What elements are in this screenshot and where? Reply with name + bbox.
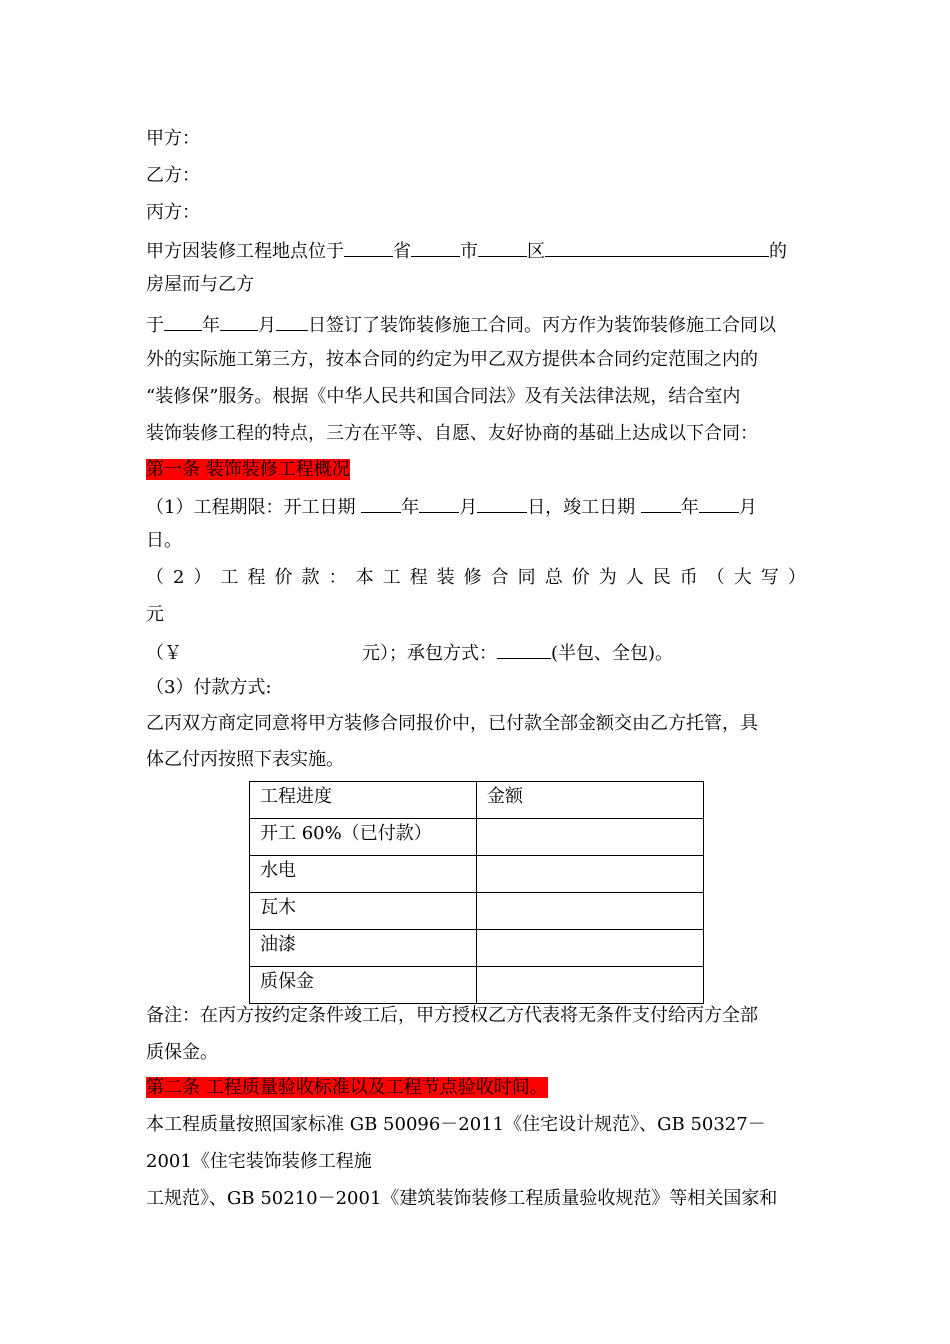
table-row [250,856,704,893]
province-blank [344,237,393,257]
table-header-cell: 金额 [477,782,704,819]
term-line-end: 日。 [146,530,182,551]
remark-line-2: 质保金。 [146,1042,218,1063]
price-line-char: 总 [544,567,563,588]
end-month-blank [699,493,739,513]
term-line: （1）工程期限：开工日期 年 月 日，竣工日期 年 月 [146,493,757,520]
price-line-char: 价 [571,567,590,588]
sign-month-blank [220,311,258,331]
intro-line-6: 装饰装修工程的特点，三方在平等、自愿、友好协商的基础上达成以下合同： [146,423,758,444]
price-line-char: 程 [409,567,428,588]
price-line-char: （ [146,567,164,588]
table-row [250,967,704,1004]
price-line-char: 价 [274,567,293,588]
price-line-char: 2 [173,567,185,588]
price-line-char: 工 [382,567,401,588]
table-row [250,819,704,856]
table-row [250,893,704,930]
address-blank [545,237,769,257]
table-cell-amount [477,967,704,1004]
city-blank [411,237,460,257]
table-header-cell: 工程进度 [250,782,477,819]
party-b-label: 乙方： [146,165,200,186]
price-line-char: 款 [301,567,320,588]
price-line-char: 人 [625,567,644,588]
district-blank [478,237,527,257]
price-line-char: 大 [733,567,752,588]
intro-line-4: 外的实际施工第三方，按本合同的约定为甲乙双方提供本合同约定范围之内的 [146,349,758,370]
article-2-heading: 第二条 工程质量验收标准以及工程节点验收时间。 [146,1077,548,1098]
price-line-char: 工 [220,567,239,588]
table-cell-stage: 质保金 [250,967,477,1004]
price-line-char: 修 [463,567,482,588]
price-line-char: 同 [517,567,536,588]
end-year-blank [641,493,681,513]
price-line-char: ： [328,567,347,588]
sign-day-blank [276,311,308,331]
price-line-char: 合 [490,567,509,588]
price-line-char: 装 [436,567,455,588]
price-line-char: ） [787,567,806,588]
contract-mode-blank [497,639,551,659]
payment-line-2: 体乙付丙按照下表实施。 [146,749,344,770]
price-line-char: 本 [355,567,374,588]
start-day-blank [477,493,527,513]
start-year-blank [361,493,401,513]
price-line-char: 币 [679,567,698,588]
table-cell-stage: 油漆 [250,930,477,967]
table-cell-amount [477,893,704,930]
start-month-blank [419,493,459,513]
intro-line-5: “装修保”服务。根据《中华人民共和国合同法》及有关法律法规，结合室内 [146,386,741,407]
party-a-label: 甲方： [146,128,200,149]
price-line-char: ） [193,567,212,588]
article-2-line-1: 本工程质量按照国家标准 GB 50096－2011《住宅设计规范》、GB 50327－ [146,1114,766,1135]
table-cell-stage: 开工 60%（已付款） [250,819,477,856]
payment-label: （3）付款方式: [146,677,272,698]
article-2-line-2: 2001《住宅装饰装修工程施 [146,1151,372,1172]
party-c-label: 丙方： [146,202,200,223]
table-cell-stage: 瓦木 [250,893,477,930]
price-line-char: 写 [760,567,779,588]
price-line-char: 为 [598,567,617,588]
article-1-heading: 第一条 装饰装修工程概况 [146,459,350,480]
price-line-char: 民 [652,567,671,588]
table-cell-amount [477,819,704,856]
price-line-char: （ [706,567,725,588]
price-amount-line: （￥ 元）；承包方式： (半包、全包)。 [146,639,673,666]
payment-schedule-table [249,781,704,1004]
payment-line-1: 乙丙双方商定同意将甲方装修合同报价中，已付款全部金额交由乙方托管，具 [146,713,758,734]
price-line [146,566,806,590]
price-line-char: 程 [247,567,266,588]
table-cell-amount [477,930,704,967]
remark-line-1: 备注：在丙方按约定条件竣工后，甲方授权乙方代表将无条件支付给丙方全部 [146,1005,758,1026]
table-cell-stage: 水电 [250,856,477,893]
table-cell-amount [477,856,704,893]
sign-year-blank [164,311,202,331]
article-2-line-3: 工规范》、GB 50210－2001《建筑装饰装修工程质量验收规范》等相关国家和 [146,1188,778,1209]
price-yuan: 元 [146,604,164,625]
intro-line-2: 房屋而与乙方 [146,274,254,295]
intro-line-1: 甲方因装修工程地点位于 省 市 区 的 [146,237,787,264]
table-header-row [250,782,704,819]
intro-line-3: 于 年 月 日签订了装饰装修施工合同。丙方作为装饰装修施工合同以 [146,311,776,338]
table-row [250,930,704,967]
